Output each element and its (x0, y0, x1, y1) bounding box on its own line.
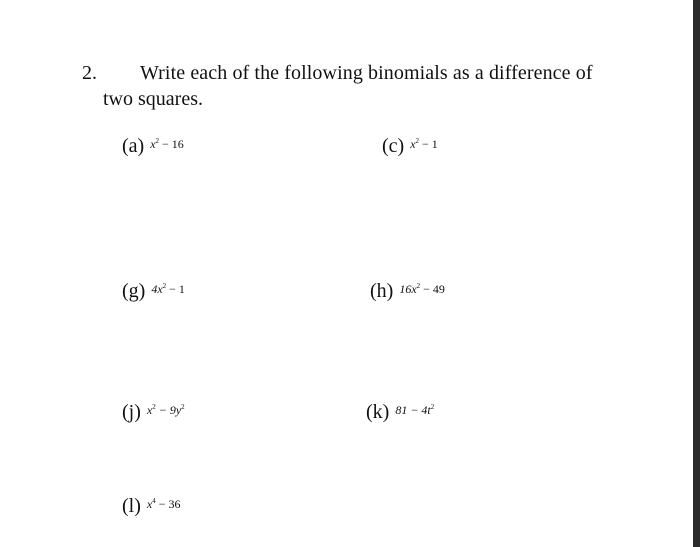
question-number: 2. (82, 62, 97, 84)
expr-exponent: 2 (155, 137, 160, 145)
item-expression (147, 497, 181, 511)
item-label: (c) (382, 135, 405, 157)
item-label: (l) (122, 495, 141, 517)
expr-base: 4x (151, 282, 163, 296)
expr-base: 16x (399, 282, 417, 296)
expr-base: x (410, 137, 416, 151)
item-expression (399, 282, 445, 296)
item-label: (a) (122, 135, 145, 157)
expr-exponent: 2 (415, 137, 420, 145)
item-h (370, 280, 445, 303)
expr-exponent: 4 (152, 497, 156, 505)
item-label: (j) (122, 401, 141, 423)
expr-rest: − 16 (159, 137, 184, 151)
expr-prefix: 81 − 4t (395, 403, 431, 417)
expr-rest: − 49 (420, 282, 445, 296)
item-label: (g) (122, 280, 146, 302)
expr-rest: − 1 (419, 137, 438, 151)
expr-exponent: 2 (430, 403, 435, 411)
item-expression (147, 403, 185, 417)
item-k (366, 401, 434, 424)
question-text-line-1: Write each of the following binomials as a difference of (140, 62, 593, 84)
item-label: (h) (370, 280, 394, 302)
page-right-border (693, 0, 700, 547)
item-expression (150, 137, 184, 151)
expr-exponent: 2 (416, 282, 421, 290)
item-l (122, 495, 181, 518)
item-expression (410, 137, 438, 151)
expr-exponent: 2 (152, 403, 156, 411)
item-j (122, 401, 185, 424)
expr-exponent-2: 2 (181, 403, 185, 411)
question-text-line-2: two squares. (103, 88, 203, 110)
expr-base: x (146, 497, 153, 511)
expr-base: x (146, 403, 153, 417)
expr-rest: − 36 (155, 497, 181, 511)
item-expression (151, 282, 185, 296)
item-expression (395, 403, 434, 417)
item-a (122, 135, 184, 158)
expr-middle: − 9y (155, 403, 182, 417)
expr-rest: − 1 (166, 282, 185, 296)
item-g (122, 280, 185, 303)
item-c (382, 135, 438, 158)
expr-exponent: 2 (162, 282, 167, 290)
item-label: (k) (366, 401, 390, 423)
expr-base: x (150, 137, 156, 151)
